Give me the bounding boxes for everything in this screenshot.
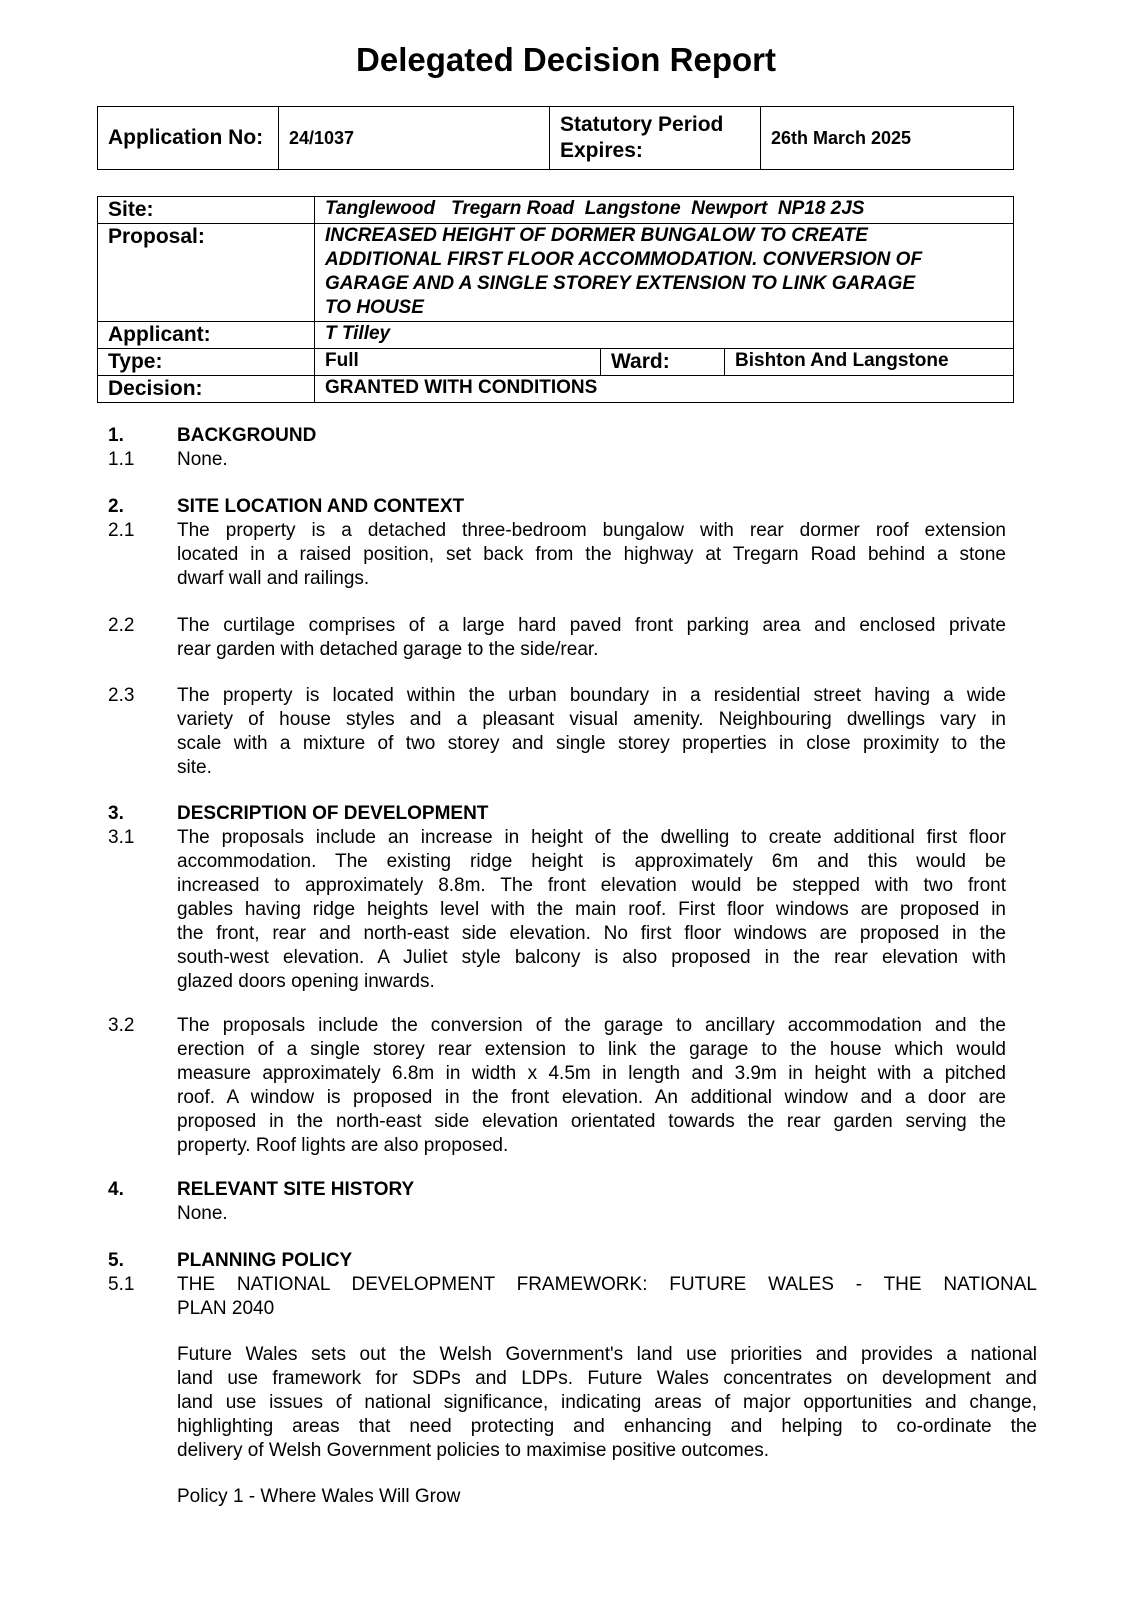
application-no-value: 24/1037 (279, 107, 550, 170)
statutory-period-value: 26th March 2025 (761, 107, 1014, 170)
type-label: Type: (98, 349, 315, 376)
ward-value: Bishton And Langstone (725, 349, 1014, 376)
applicant-label: Applicant: (98, 322, 315, 349)
proposal-label: Proposal: (98, 224, 315, 322)
decision-value: GRANTED WITH CONDITIONS (315, 376, 1014, 403)
details-table (97, 196, 1014, 403)
site-value: Tanglewood Tregarn Road Langstone Newport NP18 2JS (315, 197, 1014, 224)
type-value: Full (315, 349, 601, 376)
ward-label: Ward: (601, 349, 725, 376)
site-label: Site: (98, 197, 315, 224)
proposal-value: INCREASED HEIGHT OF DORMER BUNGALOW TO CREATE ADDITIONAL FIRST FLOOR ACCOMMODATION. CONVERSION OF GARAGE AND A SINGLE STOREY EXTENSION TO LINK GARAGE TO HOUSE (315, 224, 1014, 322)
document-page: Delegated Decision Report Application No: 24/1037 Statutory Period Expires: 26th March 2025 Site: Tanglewood Tregarn Road Langstone Newport NP18 2JS Proposal: INCREASED HEIGHT OF DORMER BUNGALOW TO CREATE ADDITIONAL FIRST FLOOR ACCOMMODATION. CONVERSION OF GARAGE AND A SINGLE STOREY EXTENSION TO LINK GARAGE TO HOUSE Applicant: T Tilley Type: Full Ward: Bishton And Langstone Decision: GRANTED WITH CONDITIONS 1. BACKGROUND 1.1 None. 2. SITE LOCATION AND CONTEXT 2.1 The property is a detached three-bedroom bungalow with rear dormer roof extension located in a raised position, set back from the highway at Tregarn Road behind a stone dwarf wall and railings. 2.2 The curtilage comprises of a large hard paved front parking area and enclosed private rear garden with detached garage to the side/rear. 2.3 The property is located within the urban boundary in a residential street having a wide variety of house styles and a pleasant visual amenity. Neighbouring dwellings vary in scale with a mixture of two storey and single storey properties in close proximity to the site. 3. DESCRIPTION OF DEVELOPMENT 3.1 The proposals include an increase in height of the dwelling to create additional first floor accommodation. The existing ridge height is approximately 6m and this would be increased to approximately 8.8m. The front elevation would be stepped with two front gables having ridge heights level with the main roof. First floor windows are proposed in the front, rear and north-east side elevation. No first floor windows are proposed in the south-west elevation. A Juliet style balcony is also proposed in the rear elevation with glazed doors opening inwards. 3.2 The proposals include the conversion of the garage to ancillary accommodation and the erection of a single storey rear extension to link the garage to the house which would measure approximately 6.8m in width x 4.5m in length and 3.9m in height with a pitched roof. A window is proposed in the front elevation. An additional window and a door are proposed in the north-east side elevation orientated towards the rear garden serving the property. Roof lights are also proposed. 4. RELEVANT SITE HISTORY None. 5. PLANNING POLICY 5.1 THE NATIONAL DEVELOPMENT FRAMEWORK: FUTURE WALES - THE NATIONAL PLAN 2040 Future Wales sets out the Welsh Government's land use priorities and provides a national land use framework for SDPs and LDPs. Future Wales concentrates on development and land use issues of national significance, indicating areas of major opportunities and change, highlighting areas that need protecting and enhancing and helping to co-ordinate the delivery of Welsh Government policies to maximise positive outcomes. Policy 1 - Where Wales Will Grow (0, 0, 1132, 1600)
page-title: Delegated Decision Report (356, 41, 776, 78)
decision-label: Decision: (98, 376, 315, 403)
application-no-label: Application No: (98, 107, 279, 170)
statutory-period-label: Statutory Period Expires: (550, 107, 761, 170)
application-table (97, 106, 1014, 170)
applicant-value: T Tilley (315, 322, 1014, 349)
